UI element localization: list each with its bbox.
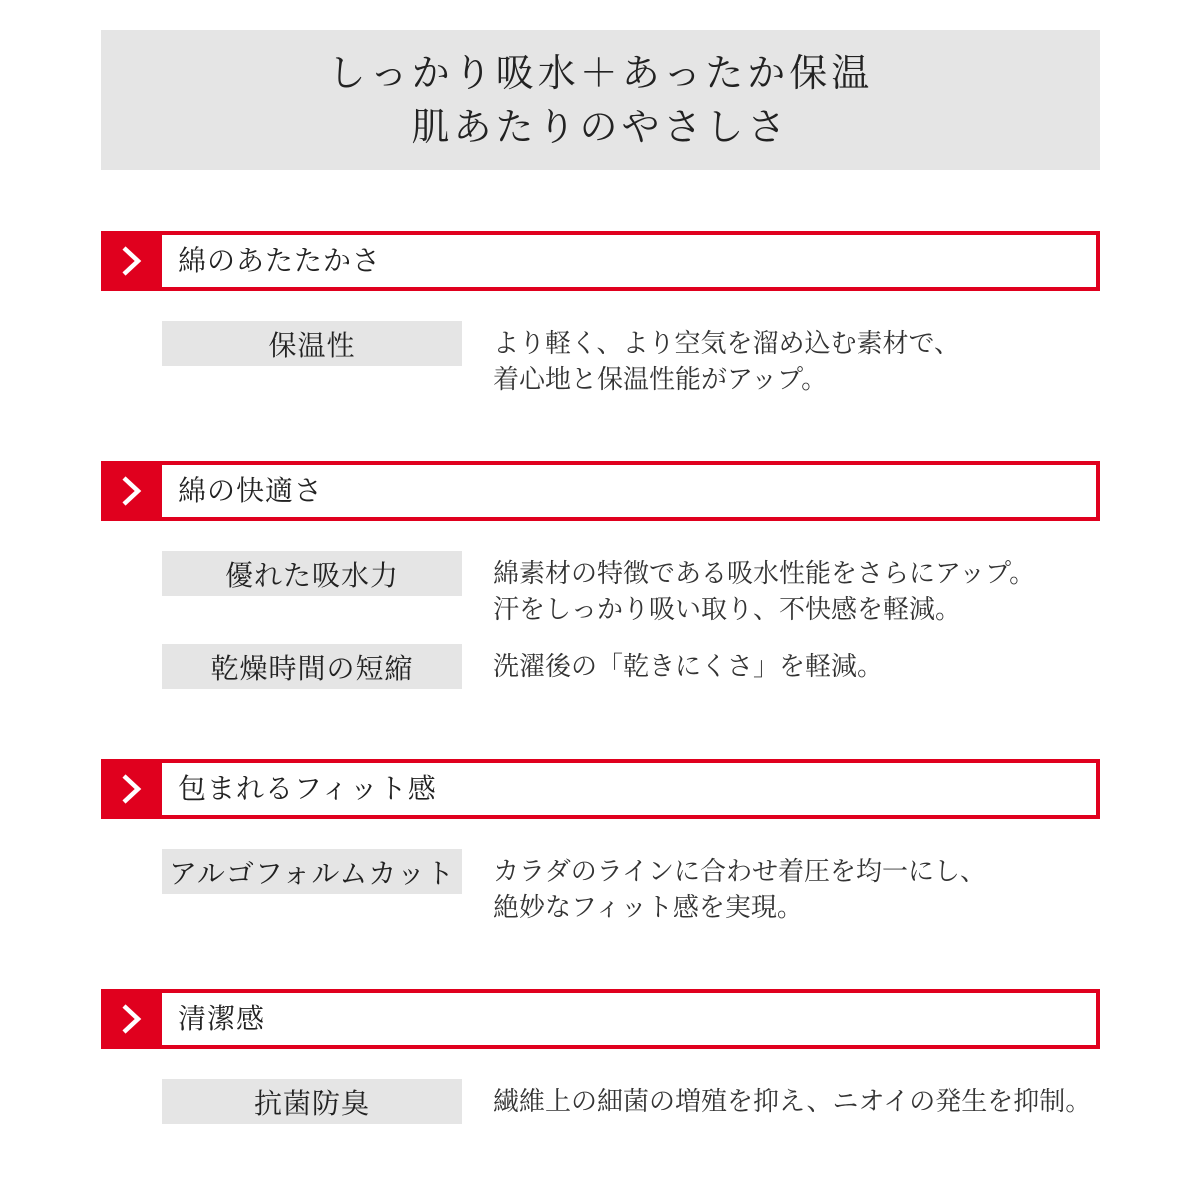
description-line: 洗濯後の「乾きにくさ」を軽減。 xyxy=(493,652,884,682)
description-line: 繊維上の細菌の増殖を抑え、ニオイの発生を抑制。 xyxy=(493,1087,1092,1117)
description-line: 着心地と保温性能がアップ。 xyxy=(493,365,828,395)
section-header-comfort xyxy=(101,461,1100,521)
description-line: 綿素材の特徴である吸水性能をさらにアップ。 xyxy=(493,559,1036,589)
feature-label: 保温性 xyxy=(162,321,462,366)
chevron-right-icon xyxy=(118,1003,144,1035)
feature-label: 抗菌防臭 xyxy=(162,1079,462,1124)
chevron-right-icon xyxy=(118,475,144,507)
feature-description xyxy=(493,326,1133,398)
section-title: 綿の快適さ xyxy=(178,474,324,507)
feature-label: 優れた吸水力 xyxy=(162,551,462,596)
section-marker xyxy=(101,989,162,1049)
feature-description xyxy=(493,1084,1133,1120)
section-header-cleanliness xyxy=(101,989,1100,1049)
section-header-warmth xyxy=(101,231,1100,291)
chevron-right-icon xyxy=(118,773,144,805)
section-marker xyxy=(101,759,162,819)
feature-label: アルゴフォルムカット xyxy=(162,849,462,894)
description-line: 絶妙なフィット感を実現。 xyxy=(493,893,803,923)
headline-line-2: 肌あたりのやさしさ xyxy=(411,105,790,149)
chevron-right-icon xyxy=(118,245,144,277)
description-line: 汗をしっかり吸い取り、不快感を軽減。 xyxy=(493,595,962,625)
feature-description xyxy=(493,649,1133,685)
feature-description xyxy=(493,854,1133,926)
description-line: カラダのラインに合わせ着圧を均一にし、 xyxy=(493,857,986,887)
headline-banner xyxy=(101,30,1100,170)
feature-description xyxy=(493,556,1133,628)
headline-line-1: しっかり吸水＋あったか保温 xyxy=(327,51,874,95)
section-title: 綿のあたたかさ xyxy=(178,244,382,277)
section-title: 包まれるフィット感 xyxy=(178,772,437,805)
section-header-fit xyxy=(101,759,1100,819)
section-marker xyxy=(101,461,162,521)
feature-label: 乾燥時間の短縮 xyxy=(162,644,462,689)
section-title: 清潔感 xyxy=(178,1002,266,1035)
description-line: より軽く、より空気を溜め込む素材で、 xyxy=(493,329,960,359)
section-marker xyxy=(101,231,162,291)
